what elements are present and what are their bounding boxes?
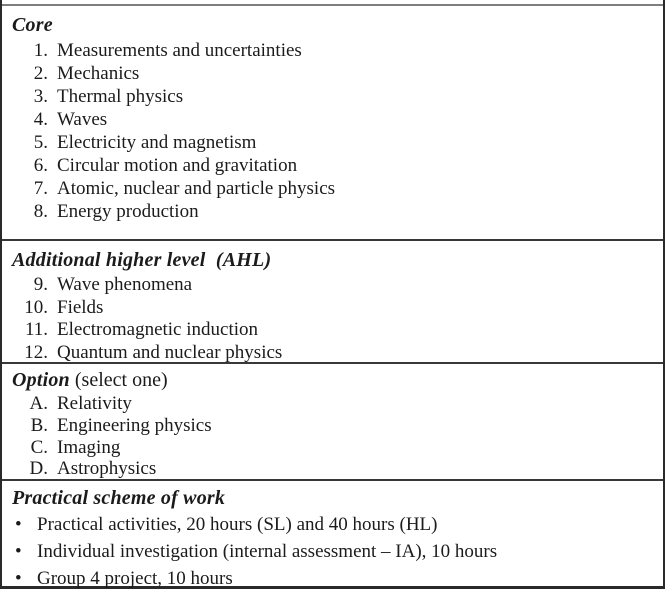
bullet-item	[2, 511, 663, 538]
numbered-list	[2, 274, 663, 364]
bullet-icon: •	[15, 568, 22, 589]
section-heading	[2, 364, 663, 393]
list-item	[2, 458, 663, 480]
lettered-list	[2, 393, 663, 480]
list-item	[2, 200, 663, 223]
list-item	[2, 342, 663, 365]
list-item	[2, 39, 663, 62]
bullet-item	[2, 538, 663, 565]
list-item	[2, 108, 663, 131]
list-item	[2, 154, 663, 177]
item-label: Thermal physics	[57, 86, 184, 107]
item-label: Waves	[57, 109, 108, 130]
item-number: 2.	[33, 63, 48, 84]
bullet-text: Individual investigation (internal assessment – IA), 10 hours	[37, 541, 498, 562]
section-heading	[2, 481, 663, 511]
bullet-icon: •	[15, 514, 22, 535]
item-label: Electromagnetic induction	[57, 319, 259, 340]
item-number: 3.	[33, 86, 48, 107]
item-label: Relativity	[57, 393, 132, 414]
bullet-icon: •	[15, 541, 22, 562]
numbered-list	[2, 39, 663, 223]
item-number: 4.	[33, 109, 48, 130]
section-additional-higher-level	[2, 241, 663, 364]
item-label: Electricity and magnetism	[57, 132, 257, 153]
item-number: 11.	[24, 319, 48, 340]
section-heading-suffix: (select one)	[69, 369, 168, 391]
section-option	[2, 364, 663, 481]
list-item	[2, 415, 663, 437]
list-item	[2, 319, 663, 342]
list-item	[2, 85, 663, 108]
item-letter: C.	[30, 436, 48, 458]
bullet-text: Practical activities, 20 hours (SL) and 40 hours (HL)	[37, 514, 438, 535]
item-number: 8.	[33, 201, 48, 222]
item-number: 6.	[33, 155, 48, 176]
item-label: Atomic, nuclear and particle physics	[57, 178, 336, 199]
list-item	[2, 131, 663, 154]
item-label: Measurements and uncertainties	[57, 40, 302, 61]
list-item	[2, 393, 663, 415]
section-heading-text: Option	[12, 369, 70, 391]
list-item	[2, 62, 663, 85]
item-label: Wave phenomena	[57, 274, 193, 295]
item-letter: B.	[30, 414, 48, 436]
section-heading	[2, 241, 663, 274]
item-label: Energy production	[57, 201, 199, 222]
item-number: 5.	[33, 132, 48, 153]
item-number: 12.	[24, 341, 48, 363]
bullet-text: Group 4 project, 10 hours	[37, 568, 233, 589]
item-label: Engineering physics	[57, 414, 212, 436]
item-number: 7.	[33, 178, 48, 199]
section-heading-text: Practical scheme of work	[12, 487, 226, 509]
item-label: Mechanics	[57, 63, 140, 84]
item-label: Quantum and nuclear physics	[57, 341, 283, 363]
list-item	[2, 274, 663, 297]
bullet-item	[2, 565, 663, 589]
section-core	[2, 6, 663, 241]
section-heading-text: Additional higher level (AHL)	[12, 249, 272, 271]
item-label: Fields	[57, 296, 104, 318]
section-heading-text: Core	[12, 14, 53, 36]
item-label: Circular motion and gravitation	[57, 155, 298, 176]
section-practical-scheme	[2, 481, 663, 589]
item-letter: A.	[29, 393, 48, 414]
item-number: 9.	[33, 274, 48, 295]
item-label: Imaging	[57, 436, 121, 458]
item-number: 10.	[24, 296, 48, 318]
item-number: 1.	[33, 40, 48, 61]
item-label: Astrophysics	[57, 458, 157, 480]
section-heading	[2, 6, 663, 39]
bullet-list	[2, 511, 663, 589]
list-item	[2, 297, 663, 320]
item-letter: D.	[29, 458, 48, 480]
list-item	[2, 177, 663, 200]
list-item	[2, 437, 663, 459]
